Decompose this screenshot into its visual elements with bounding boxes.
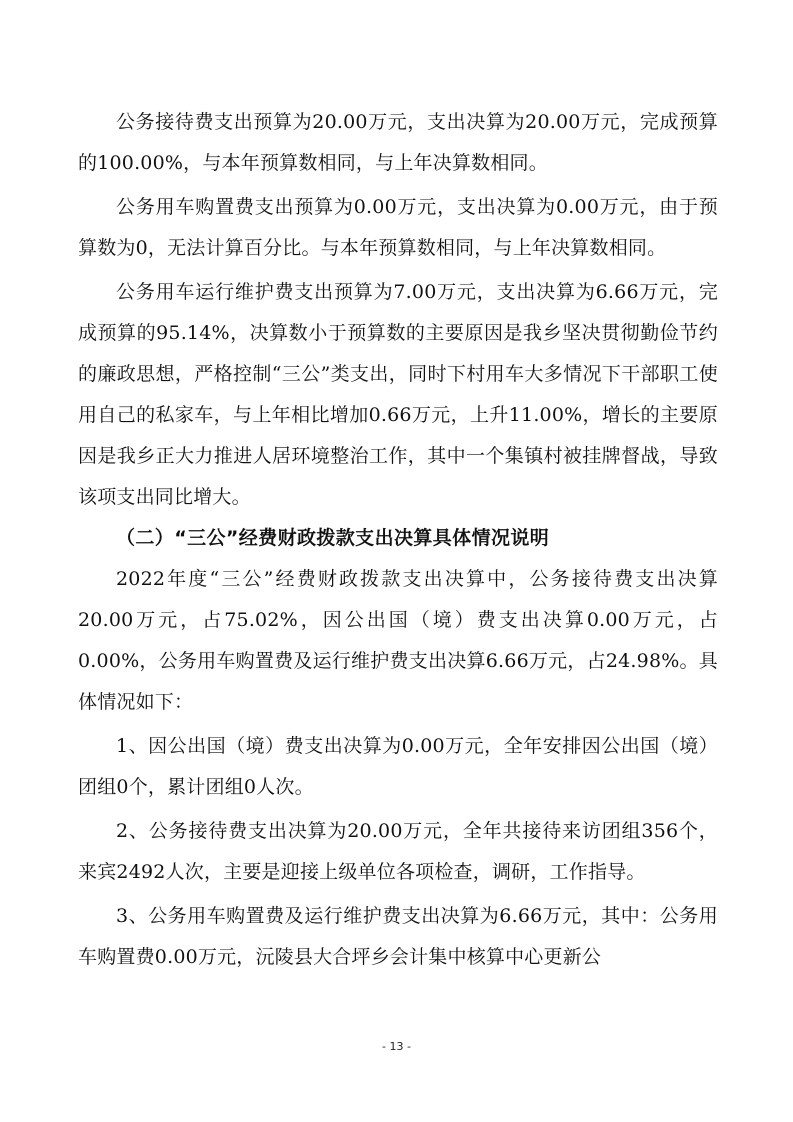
paragraph-reception-detail: 2、公务接待费支出决算为20.00万元，全年共接待来访团组356个，来宾2492人次，主要是迎接上级单位各项检查，调研，工作指导。 — [78, 820, 718, 883]
paragraph-vehicle-maintenance: 公务用车运行维护费支出预算为7.00万元，支出决算为6.66万元，完成预算的95.14%，决算数小于预算数的主要原因是我乡坚决贯彻勤俭节约的廉政思想，严格控制“三公”类支出，同时下村用车大多情况下干部职工使用自己的私家车，与上年相比增加0.66万元，上升11.00%，增长的主要原因是我乡正大力推进人居环境整治工作，其中一个集镇村被挂牌督战，导致该项支出同比增大。 — [78, 281, 718, 508]
page-number: - 13 - — [382, 1040, 411, 1053]
paragraph-overseas-travel: 1、因公出国（境）费支出决算为0.00万元，全年安排因公出国（境）团组0个，累计团组0人次。 — [78, 735, 718, 798]
document-body — [78, 102, 718, 978]
paragraph-vehicle-purchase: 公务用车购置费支出预算为0.00万元，支出决算为0.00万元，由于预算数为0，无法计算百分比。与本年预算数相同，与上年决算数相同。 — [78, 196, 718, 259]
section-heading: （二）“三公”经费财政拨款支出决算具体情况说明 — [116, 527, 550, 549]
paragraph-three-public-summary: 2022年度“三公”经费财政拨款支出决算中，公务接待费支出决算20.00万元，占75.02%，因公出国（境）费支出决算0.00万元，占0.00%，公务用车购置费及运行维护费支出决算6.66万元，占24.98%。具体情况如下： — [78, 568, 718, 713]
paragraph-vehicle-detail: 3、公务用车购置费及运行维护费支出决算为6.66万元，其中：公务用车购置费0.00万元，沅陵县大合坪乡会计集中核算中心更新公 — [78, 905, 718, 968]
paragraph-reception-expense: 公务接待费支出预算为20.00万元，支出决算为20.00万元，完成预算的100.00%，与本年预算数相同，与上年决算数相同。 — [78, 111, 718, 174]
